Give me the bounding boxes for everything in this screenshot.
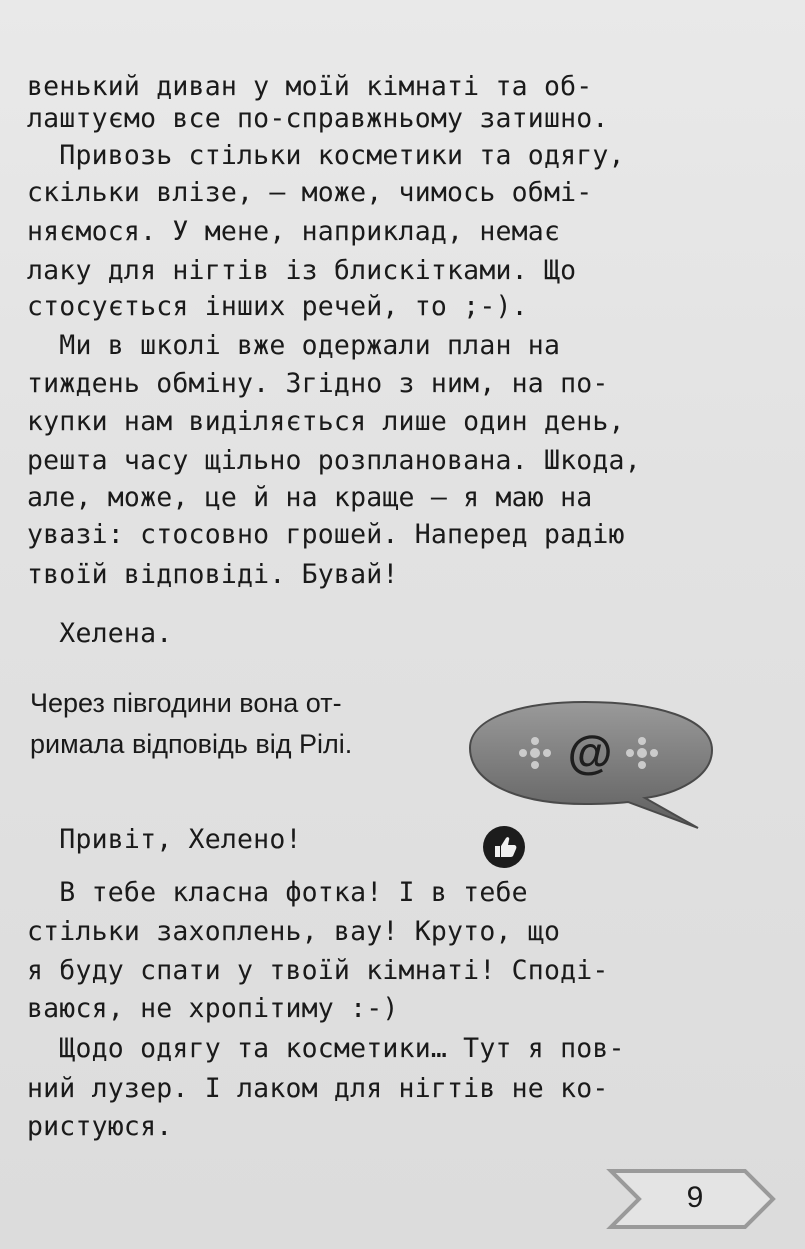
letter-line: скільки влізе, — може, чимось обмі- [27, 177, 593, 208]
letter-line: решта часу щільно розпланована. Шкода, [27, 445, 641, 476]
letter-line: твоїй відповіді. Бувай! [27, 559, 399, 590]
at-symbol: @ [567, 726, 613, 778]
letter-line: венький диван у моїй кімнаті та об- [27, 71, 593, 102]
reply-line: ваюся, не хропітиму :-) [27, 993, 399, 1024]
email-bubble-icon [450, 698, 720, 833]
thumbs-up-icon [482, 825, 526, 869]
letter-line: няємося. У мене, наприклад, немає [27, 216, 561, 247]
letter-line: Привозь стільки косметики та одягу, [27, 140, 625, 171]
reply-line: ний лузер. І лаком для нігтів не ко- [27, 1073, 609, 1104]
letter-line: тиждень обміну. Згідно з ним, на по- [27, 368, 609, 399]
letter-line: купки нам виділяється лише один день, [27, 406, 625, 437]
narration-line: Через півгодини вона от- [30, 688, 342, 718]
letter-line: лаштуємо все по-справжньому затишно. [27, 103, 609, 134]
letter-line: але, може, це й на краще — я маю на [27, 482, 593, 513]
letter-signature: Хелена. [27, 618, 173, 649]
letter-line: стосується інших речей, то ;-). [27, 291, 528, 322]
reply-line: Щодо одягу та косметики… Тут я пов- [27, 1033, 625, 1064]
reply-line: В тебе класна фотка! І в тебе [27, 877, 528, 908]
page-number: 9 [686, 1181, 704, 1214]
narration-line: римала відповідь від Рілі. [30, 729, 353, 759]
reply-line: ристуюся. [27, 1111, 173, 1142]
reply-line: я буду спати у твоїй кімнаті! Споді- [27, 955, 609, 986]
reply-line: стільки захоплень, вау! Круто, що [27, 916, 561, 947]
letter-line: увазі: стосовно грошей. Наперед радію [27, 519, 625, 550]
letter-line: Ми в школі вже одержали план на [27, 330, 561, 361]
letter-line: лаку для нігтів із блискітками. Що [27, 255, 577, 286]
reply-line: Привіт, Хелено! [27, 824, 302, 855]
